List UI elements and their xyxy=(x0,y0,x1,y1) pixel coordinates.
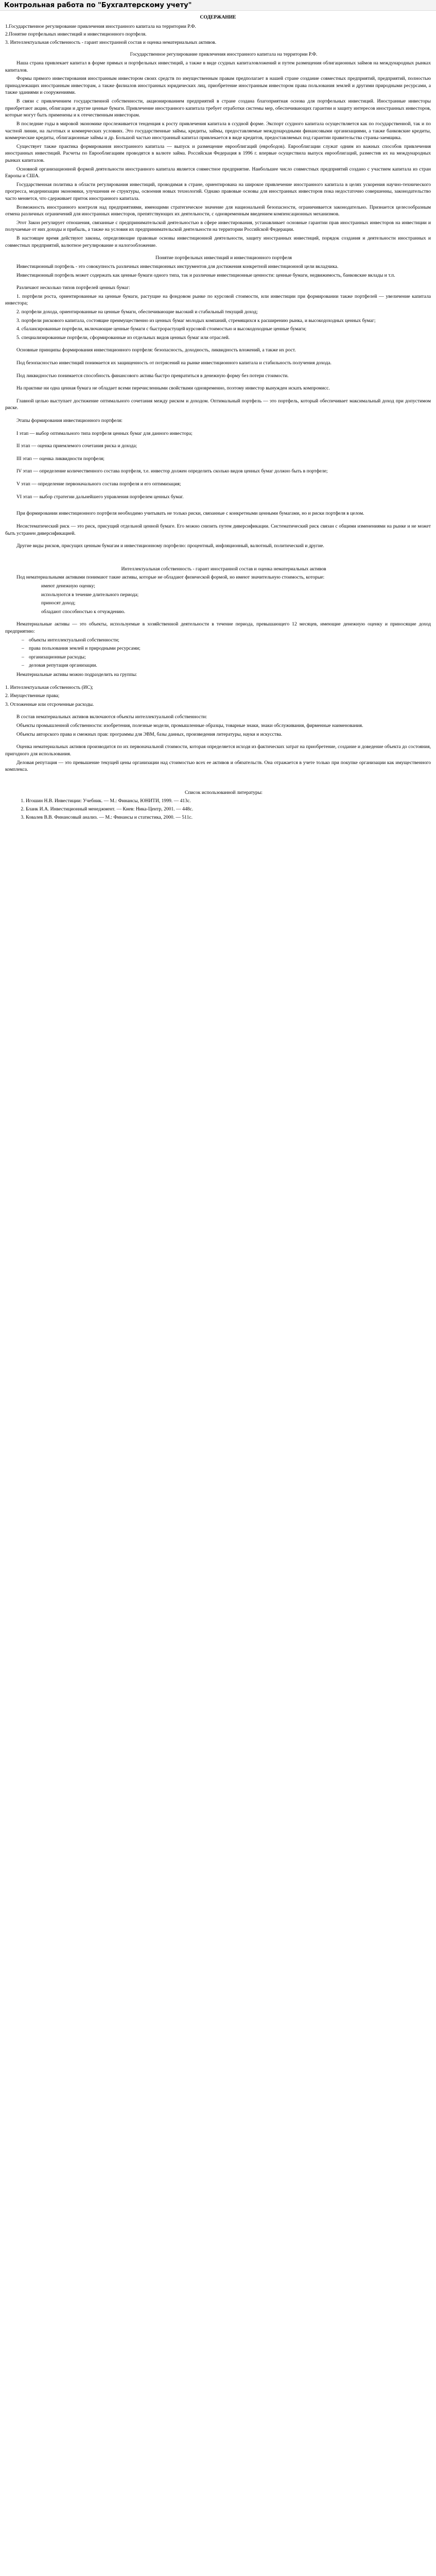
section-title: Интеллектуальная собственность - гарант иностранной состав и оценка нематериальных активов xyxy=(121,566,326,572)
list-item: 5. специализированные портфели, сформированные из отдельных видов ценных бумаг или отраслей. xyxy=(16,334,230,341)
table-of-contents xyxy=(5,23,431,46)
step-item: IV этап — определение количественного состава портфеля, т.е. инвестор должен определить сколько видов ценных бумаг должно быть в портфеле; xyxy=(16,468,328,474)
section-title: Понятие портфельных инвестиций и инвестиционного портфеля xyxy=(155,255,292,261)
list-item: 4. сбалансированные портфели, включающие ценные бумаги с быстрорастущей курсовой стоимостью и высокодоходные ценные бумаги; xyxy=(16,326,307,332)
paragraph: Другие виды рисков, присущих ценным бумагам и инвестиционному портфелю: процентный, инфляционный, валютный, политический и другие. xyxy=(16,543,324,549)
paragraph: Главной целью выступает достижение оптимального сочетания между риском и доходом. Оптимальный портфель — это портфель, который обеспечивает максимальный доход при допустимом риске. xyxy=(5,398,431,411)
title-bar xyxy=(0,0,436,11)
group-item: 1. Интеллектуальная собственность (ИС); xyxy=(5,684,93,690)
paragraph: В состав нематериальных активов включаются объекты интеллектуальной собственности: xyxy=(16,714,207,720)
paragraph: В последние годы в мировой экономике прослеживается тенденция к росту привлечения капитала в ссудной форме. Экспорт ссудного капитала осуществляется как по государственной, так и по частной линии, на льготных и коммерческих условиях. Это государственные займы, кредиты, займы, предоставляемые международными финансовыми организациями, а также банковские кредиты, коммерческие кредиты, облигационные займы и др. Большой частью иностранный капитал привлекается в виде кредитов, предоставляемых под гарантии правительства страны-заемщика. xyxy=(5,121,431,141)
paragraph: Существует также практика формирования иностранного капитала — выпуск и размещение еврооблигаций (еврободов). Еврооблигации служат одним из важных способов привлечения иностранных инвестиций. Расчеты по Еврооблигациям проводятся в валюте займа. Российская Федерация в 1996 г. впервые осуществила выпуск еврооблигаций, разместив их на международных рынках капиталов. xyxy=(5,143,431,163)
document-title: Контрольная работа по "Бухгалтерскому учету" xyxy=(4,1,192,9)
paragraph: Наша страна привлекает капитал в форме прямых и портфельных инвестиций, а также в виде ссудных капиталовложений и путем размещения облигационных займов на международных рынках капиталов. xyxy=(5,60,431,73)
list-item: 2. портфели дохода, ориентированные на ценные бумаги, обеспечивающие высокий и стабильный текущий доход; xyxy=(16,309,258,315)
step-item: III этап — оценка ликвидности портфеля; xyxy=(16,455,104,462)
reference-item: 1. Игошин Н.В. Инвестиции: Учебник. — М.: Финансы, ЮНИТИ, 1999. — 413с. xyxy=(26,798,431,805)
reference-item: 2. Бланк И.А. Инвестиционный менеджмент. — Киев: Ника-Центр, 2001. — 448с. xyxy=(26,806,431,813)
list-title: Нематериальные активы можно подразделить на группы: xyxy=(16,672,137,678)
section-title: Государственное регулирование привлечения иностранного капитала на территории Р.Ф. xyxy=(130,52,318,58)
paragraph: Деловая репутация — это превышение текущей цены организации над стоимостью всех ее активов и обязательств. Она отражается в учете только при покупке организации как имущественного комплекса. xyxy=(5,759,431,773)
step-item: II этап — оценка приемлемого сочетания риска и дохода; xyxy=(16,443,137,449)
paragraph: Основной организационной формой деятельности иностранного капитала является совместное предприятие. Наибольшее число совместных предприятий создано с участием капитала из стран Европы и США. xyxy=(5,166,431,179)
section-1-body xyxy=(5,60,431,249)
criteria-item: используются в течение длительного периода; xyxy=(41,591,139,598)
section-3-body xyxy=(5,574,431,773)
list-item: 3. портфели рискового капитала, состоящие преимущественно из ценных бумаг молодых компаний, стремящихся к расширению рынка, и высокодоходных ценных бумаг; xyxy=(16,317,376,324)
paragraph: Государственная политика в области регулирования инвестиций, проводимая в стране, ориентирована на широкое привлечение иностранного капитала в целях ускорения научно-технического прогресса, модернизации экономики, улучшения ее структуры, освоения новых технологий. Однако правовые основы для иностранных инвесторов пока недостаточно совершенны, законодательство часто меняется, что сдерживает приток иностранного капитала. xyxy=(5,181,431,202)
references-title: Список использованной литературы: xyxy=(185,789,263,795)
paragraph: Объекты промышленной собственности: изобретения, полезные модели, промышленные образцы, товарные знаки, знаки обслуживания, фирменные наименования. xyxy=(16,723,363,729)
paragraph: Инвестиционный портфель - это совокупность различных инвестиционных инструментов для достижения конкретной инвестиционной цели вкладчика. xyxy=(16,263,339,269)
paragraph: На практике ни одна ценная бумага не обладает всеми перечисленными свойствами одновременно, поэтому инвестор вынужден искать компромисс. xyxy=(16,385,330,392)
paragraph: Оценка нематериальных активов производится по их первоначальной стоимости, которая определяется исходя из фактических затрат на приобретение, создание и доведение объекта до состояния, пригодного для использования. xyxy=(5,744,431,757)
paragraph: Под безопасностью инвестиций понимается их защищенность от потрясений на рынке инвестиционного капитала и стабильность получения дохода. xyxy=(16,360,332,366)
paragraph: В связи с привлечением государственной собственности, акционированием предприятий в стране создана благоприятная основа для портфельных инвестиций. Иностранные инвесторы приобретают акции, облигации и другие ценные бумаги. Привлечение иностранного капитала требует отработки системы мер, обеспечивающих гарантии и защиту интересов иностранных инвесторов, которые могут быть применены и к отечественным инвесторам. xyxy=(5,98,431,118)
paragraph: Формы прямого инвестирования иностранным инвестором своих средств по имущественным правам предполагает в нашей стране создание совместных предприятий, предприятий, полностью принадлежащих иностранным инвесторам, а также филиалов иностранных юридических лиц, приобретение иностранным инвестором права пользования землей и другими природными ресурсами, а также зданиями и сооружениями. xyxy=(5,76,431,96)
list-item: 1. портфели роста, ориентированные на ценные бумаги, растущие на фондовом рынке по курсовой стоимости, или инвестиции при формировании также портфелей — увеличение капитала инвестора; xyxy=(5,293,431,307)
list-title: Различают несколько типов портфелей ценных бумаг: xyxy=(16,285,130,291)
document-body xyxy=(5,14,431,821)
bullet-list xyxy=(5,637,431,669)
group-item: 2. Имущественные права; xyxy=(5,693,60,699)
reference-item: 3. Ковалев В.В. Финансовый анализ. — М.: Финансы и статистика, 2000. — 511с. xyxy=(26,814,431,821)
paragraph: Под нематериальными активами понимают такие активы, которые не обладают физической формой, но имеют значительную стоимость, которые: xyxy=(16,574,325,581)
paragraph: В настоящее время действуют законы, определяющие правовые основы инвестиционной деятельности, защиту иностранных инвестиций, порядок создания и деятельности иностранных и совместных предприятий, валютное регулирование и налогообложение. xyxy=(5,235,431,248)
paragraph: Этот Закон регулирует отношения, связанные с предпринимательской деятельностью в сфере инвестирования, устанавливает основные гарантии прав иностранных инвесторов на инвестиции и получаемые от них доходы и прибыль, а также на условия их предпринимательской деятельности на территории Российской Федерации. xyxy=(5,219,431,233)
paragraph: При формировании инвестиционного портфеля необходимо учитывать не только риски, связанные с конкретными ценными бумагами, но и риски портфеля в целом. xyxy=(16,511,364,517)
bullet-item: – деловая репутация организации. xyxy=(29,662,431,669)
criteria-item: имеют денежную оценку; xyxy=(41,583,95,589)
list-title: Этапы формирования инвестиционного портфеля: xyxy=(16,418,123,424)
paragraph: Нематериальные активы — это объекты, используемые в хозяйственной деятельности в течение периода, превышающего 12 месяцев, имеющие денежную оценку и приносящие доход предприятию: xyxy=(5,621,431,634)
paragraph: Основные принципы формирования инвестиционного портфеля: безопасность, доходность, ликвидность вложений, а также их рост. xyxy=(16,347,296,353)
toc-heading: СОДЕРЖАНИЕ xyxy=(200,14,236,20)
step-item: VI этап — выбор стратегии дальнейшего управления портфелем ценных бумаг. xyxy=(16,494,184,500)
bullet-item: – объекты интеллектуальной собственности; xyxy=(29,637,431,644)
criteria-item: приносят доход; xyxy=(41,600,76,606)
bullet-item: – организационные расходы; xyxy=(29,654,431,661)
paragraph: Несистематический риск — это риск, присущий отдельной ценной бумаге. Его можно снизить путем диверсификации. Систематический риск связан с общими изменениями на рынке и не может быть устранен диверсификацией. xyxy=(5,523,431,536)
toc-item[interactable]: 3. Интеллектуальная собственность - гарант иностранной состав и оценка нематериальных активов. xyxy=(5,39,217,45)
bullet-item: – права пользования землей и природными ресурсами; xyxy=(29,645,431,652)
toc-item[interactable]: 2.Понятие портфельных инвестиций и инвестиционного портфеля. xyxy=(5,31,147,38)
references-list xyxy=(5,798,431,821)
step-item: V этап — определение первоначального состава портфеля и его оптимизация; xyxy=(16,481,181,487)
section-2-body xyxy=(5,263,431,550)
paragraph: Возможность иностранного контроля над предприятиями, имеющими стратегическое значение для национальной безопасности, ограничивается законодательно. Признается целесообразным отмена различных ограничений для иностранных инвесторов, препятствующих их деятельности, с одновременным введением компенсационных механизмов. xyxy=(5,204,431,217)
paragraph: Объекты авторского права и смежных прав: программы для ЭВМ, базы данных, произведения литературы, науки и искусства. xyxy=(16,731,283,737)
criteria-item: обладают способностью к отчуждению. xyxy=(41,608,126,615)
group-item: 3. Отложенные или отсроченные расходы. xyxy=(5,701,94,707)
paragraph: Под ликвидностью понимается способность финансового актива быстро превратиться в денежную форму без потери стоимости. xyxy=(16,372,289,379)
paragraph: Инвестиционный портфель может содержать как ценные бумаги одного типа, так и различные инвестиционные ценности: ценные бумаги, недвижимость, банковские вклады и т.п. xyxy=(16,272,395,278)
step-item: I этап — выбор оптимального типа портфеля ценных бумаг для данного инвестора; xyxy=(16,430,193,436)
toc-item[interactable]: 1.Государственное регулирование привлечения иностранного капитала на территории Р.Ф. xyxy=(5,23,196,29)
